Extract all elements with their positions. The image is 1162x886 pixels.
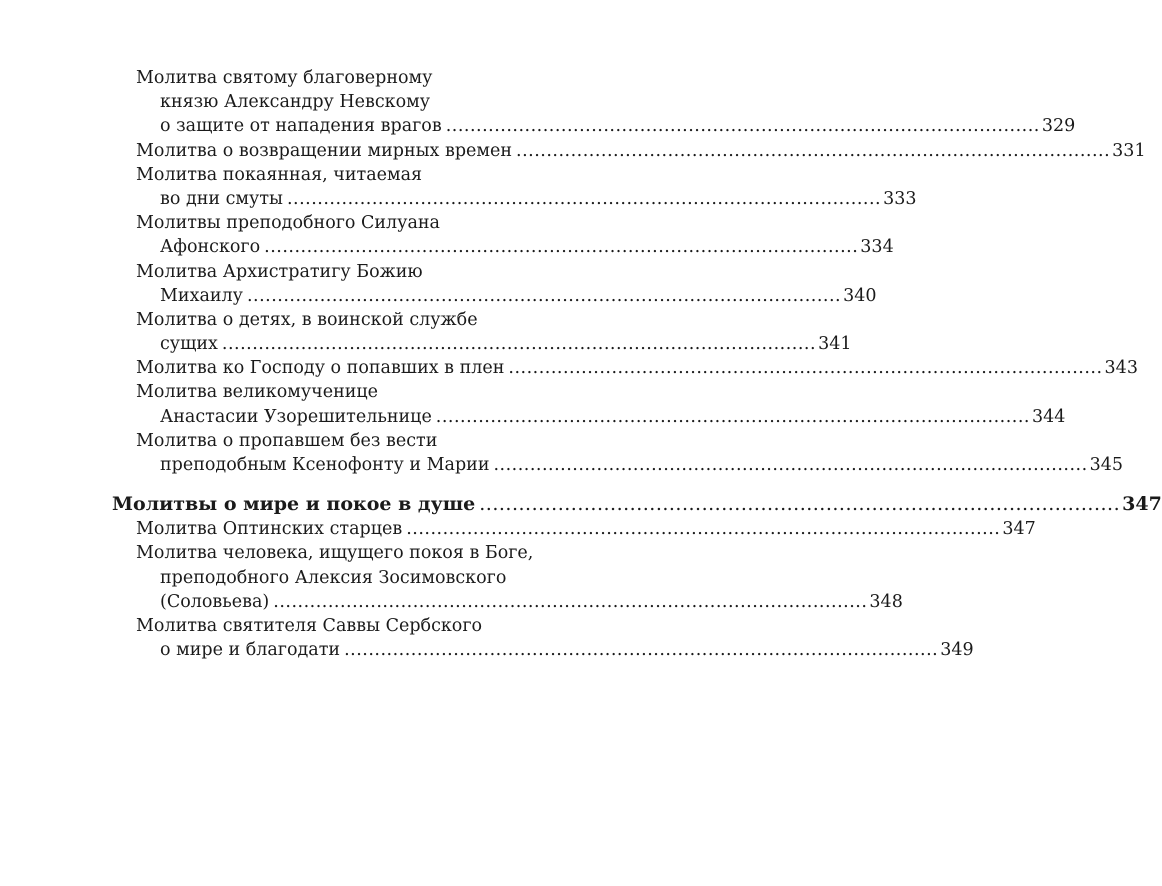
toc-entry-last-line xyxy=(0,453,1124,477)
toc-entry-title-line: о защите от нападения врагов xyxy=(160,116,442,137)
toc-entry-title-line: Молитва святителя Саввы Сербского xyxy=(136,615,483,636)
toc-entry xyxy=(0,211,894,259)
toc-entry-title-line: Молитва человека, ищущего покоя в Боге, xyxy=(136,543,534,564)
toc-entry xyxy=(0,308,852,356)
toc-entry-title-line: Молитвы преподобного Силуана xyxy=(136,213,440,234)
toc-entry-last-line xyxy=(0,638,974,662)
dot-leader: .................................................................................................. xyxy=(344,640,939,661)
toc-entry xyxy=(0,139,1146,163)
dot-leader: .................................................................................................. xyxy=(264,237,859,258)
page-number: 341 xyxy=(818,334,852,355)
toc-entry-title-line: во дни смуты xyxy=(160,188,283,209)
toc-entry xyxy=(0,260,877,308)
dot-leader: .................................................................................................. xyxy=(221,334,817,355)
toc-entry-title-line: сущих xyxy=(160,334,218,355)
dot-leader: .................................................................................................. xyxy=(445,116,1040,137)
page-number: 334 xyxy=(860,237,894,258)
toc-entry-last-line xyxy=(0,235,894,259)
toc-entry xyxy=(0,614,974,662)
dot-leader: .................................................................................................. xyxy=(273,591,868,612)
toc-entry-last-line xyxy=(0,356,1138,380)
page-number: 347 xyxy=(1002,519,1036,540)
toc-entry-last-line xyxy=(0,114,1076,138)
page-number: 340 xyxy=(843,285,877,306)
dot-leader: .................................................................................................. xyxy=(246,285,842,306)
dot-leader: .................................................................................................. xyxy=(493,455,1088,475)
dot-leader: .................................................................................................. xyxy=(516,140,1111,161)
toc-entry-title-line: Молитва Оптинских старцев xyxy=(136,519,403,540)
page-number: 331 xyxy=(1112,140,1146,161)
toc-entry xyxy=(0,66,1076,139)
toc-entry xyxy=(0,163,917,211)
section-title: Молитвы о мире и покое в душе xyxy=(112,493,476,516)
toc-entry-last-line xyxy=(0,139,1146,163)
toc-entry-last-line xyxy=(0,187,917,211)
toc-entry-title-line: Молитва покаянная, читаемая xyxy=(136,164,423,185)
page-number: 348 xyxy=(869,591,903,612)
toc-entry-title-line: Анастасии Узорешительнице xyxy=(160,406,432,427)
toc-entry-title-line: Молитва о пропавшем без вести xyxy=(136,430,438,451)
page-number: 344 xyxy=(1031,406,1066,427)
toc-entry-title-line: Михаилу xyxy=(160,285,243,306)
toc-entry xyxy=(0,380,1066,428)
toc-entry-last-line xyxy=(0,517,1036,541)
dot-leader: .................................................................................................. xyxy=(479,493,1121,516)
toc-entry-title-line: преподобного Алексия Зосимовского xyxy=(160,567,507,588)
dot-leader: .................................................................................................. xyxy=(286,188,882,209)
toc-entry xyxy=(0,356,1138,380)
toc-entry-title-line: (Соловьева) xyxy=(160,591,270,612)
toc-entry xyxy=(0,517,1036,541)
page-number: 347 xyxy=(1122,493,1162,516)
dot-leader: .................................................................................................. xyxy=(435,406,1030,427)
toc-entry-title-line: князю Александру Невскому xyxy=(160,92,431,113)
toc-section-line xyxy=(0,491,1162,517)
toc-entry-last-line xyxy=(0,590,903,614)
dot-leader: .................................................................................................. xyxy=(508,358,1103,379)
page-number: 349 xyxy=(940,640,974,661)
toc-entry xyxy=(0,541,903,614)
table-of-contents xyxy=(0,66,1162,662)
section-spacer xyxy=(0,477,650,491)
toc-entry-title-line: Молитва великомученице xyxy=(136,382,379,403)
toc-entry-title-line: Молитва о возвращении мирных времен xyxy=(136,140,513,161)
toc-entry-title-line: Афонского xyxy=(160,237,261,258)
toc-entry-title-line: Молитва ко Господу о попавших в плен xyxy=(136,358,505,379)
toc-entry-title-line: преподобным Ксенофонту и Марии xyxy=(160,455,490,475)
toc-entry-title-line: Молитва святому благоверному xyxy=(136,68,433,88)
page-number: 333 xyxy=(883,188,917,209)
toc-section xyxy=(0,491,1162,517)
toc-entry xyxy=(0,429,1124,477)
toc-entry-title-line: Молитва Архистратигу Божию xyxy=(136,261,423,282)
toc-entry-last-line xyxy=(0,332,852,356)
page-number: 329 xyxy=(1041,116,1076,137)
dot-leader: .................................................................................................. xyxy=(406,519,1001,540)
toc-entry-last-line xyxy=(0,284,877,308)
toc-entry-title-line: Молитва о детях, в воинской службе xyxy=(136,309,478,330)
toc-entry-last-line xyxy=(0,405,1066,429)
page-number: 345 xyxy=(1089,455,1124,475)
page-number: 343 xyxy=(1104,358,1138,379)
toc-entry-title-line: о мире и благодати xyxy=(160,640,341,661)
